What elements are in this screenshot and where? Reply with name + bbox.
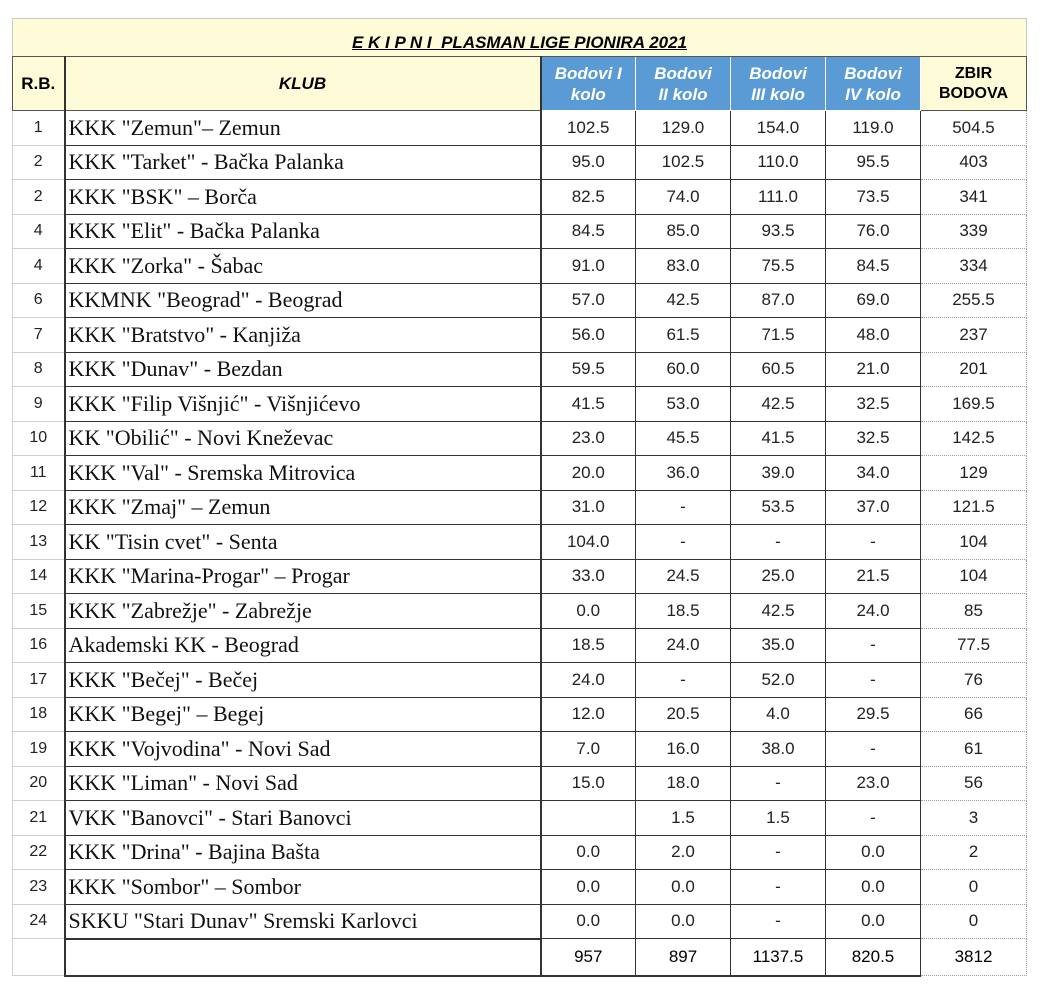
- table-row: [13, 594, 1027, 629]
- cell-round-1: 20.0: [541, 456, 636, 491]
- cell-round-1: 104.0: [541, 525, 636, 560]
- header-total-line2: BODOVA: [938, 84, 1009, 102]
- cell-club: KK "Obilić" - Novi Kneževac: [65, 421, 541, 456]
- cell-round-2: 45.5: [636, 421, 731, 456]
- cell-round-1: 95.0: [541, 145, 636, 180]
- cell-rank: 2: [13, 180, 65, 215]
- cell-round-4: 73.5: [826, 180, 921, 215]
- cell-round-3: -: [731, 835, 826, 870]
- header-total-line1: ZBIR: [954, 64, 993, 82]
- cell-round-3: 87.0: [731, 283, 826, 318]
- cell-rank: 8: [13, 352, 65, 387]
- cell-total: 76: [921, 663, 1027, 698]
- cell-round-4: 69.0: [826, 283, 921, 318]
- cell-round-1: 12.0: [541, 697, 636, 732]
- header-round-1-line2: kolo: [570, 84, 606, 104]
- cell-round-1: 102.5: [541, 111, 636, 146]
- header-round-1: [541, 57, 636, 111]
- cell-round-3: -: [731, 766, 826, 801]
- cell-total: 334: [921, 249, 1027, 284]
- cell-round-3: 39.0: [731, 456, 826, 491]
- table-row: [13, 214, 1027, 249]
- header-round-2: [636, 57, 731, 111]
- cell-rank: 7: [13, 318, 65, 353]
- cell-rank: 19: [13, 732, 65, 767]
- cell-club: KKK "Zmaj" – Zemun: [65, 490, 541, 525]
- cell-total: 0: [921, 870, 1027, 905]
- cell-round-2: 83.0: [636, 249, 731, 284]
- cell-total: 121.5: [921, 490, 1027, 525]
- cell-round-1: 24.0: [541, 663, 636, 698]
- cell-club: KKK "Bratstvo" - Kanjiža: [65, 318, 541, 353]
- cell-club: SKKU "Stari Dunav" Sremski Karlovci: [65, 904, 541, 939]
- cell-round-2: 53.0: [636, 387, 731, 422]
- cell-round-4: 48.0: [826, 318, 921, 353]
- header-round-3: [731, 57, 826, 111]
- table-row: [13, 801, 1027, 836]
- cell-round-4: -: [826, 732, 921, 767]
- cell-round-1: 18.5: [541, 628, 636, 663]
- cell-rank: 4: [13, 214, 65, 249]
- table-row: [13, 904, 1027, 939]
- cell-rank: 4: [13, 249, 65, 284]
- standings-table: [12, 18, 1027, 977]
- cell-round-2: 60.0: [636, 352, 731, 387]
- cell-round-3: 154.0: [731, 111, 826, 146]
- cell-rank: 20: [13, 766, 65, 801]
- total-round-2: 897: [636, 939, 731, 976]
- header-round-2-line2: II kolo: [658, 84, 708, 104]
- cell-total: 201: [921, 352, 1027, 387]
- table-row: [13, 490, 1027, 525]
- cell-round-1: 0.0: [541, 594, 636, 629]
- cell-club: KKMNK "Beograd" - Beograd: [65, 283, 541, 318]
- table-row: [13, 111, 1027, 146]
- cell-rank: 10: [13, 421, 65, 456]
- cell-round-1: 82.5: [541, 180, 636, 215]
- table-row: [13, 697, 1027, 732]
- cell-rank: 16: [13, 628, 65, 663]
- total-round-3: 1137.5: [731, 939, 826, 976]
- cell-club: KKK "Marina-Progar" – Progar: [65, 559, 541, 594]
- cell-round-2: 0.0: [636, 904, 731, 939]
- cell-club: KKK "Zemun"– Zemun: [65, 111, 541, 146]
- cell-round-4: 24.0: [826, 594, 921, 629]
- cell-round-3: 4.0: [731, 697, 826, 732]
- table-row: [13, 145, 1027, 180]
- header-rank: R.B.: [13, 57, 65, 111]
- table-row: [13, 732, 1027, 767]
- cell-round-4: -: [826, 663, 921, 698]
- totals-row: [13, 939, 1027, 976]
- cell-round-4: 21.5: [826, 559, 921, 594]
- cell-round-2: 61.5: [636, 318, 731, 353]
- cell-total: 403: [921, 145, 1027, 180]
- cell-rank: 15: [13, 594, 65, 629]
- header-round-3-line1: Bodovi: [749, 63, 807, 83]
- cell-round-4: 76.0: [826, 214, 921, 249]
- cell-round-3: -: [731, 904, 826, 939]
- table-row: [13, 766, 1027, 801]
- cell-round-4: 34.0: [826, 456, 921, 491]
- cell-round-3: 110.0: [731, 145, 826, 180]
- cell-round-3: 111.0: [731, 180, 826, 215]
- table-row: [13, 180, 1027, 215]
- cell-total: 56: [921, 766, 1027, 801]
- title-row: [13, 19, 1027, 57]
- cell-total: 85: [921, 594, 1027, 629]
- cell-rank: 1: [13, 111, 65, 146]
- cell-round-2: 74.0: [636, 180, 731, 215]
- cell-total: 339: [921, 214, 1027, 249]
- cell-rank: 2: [13, 145, 65, 180]
- cell-round-1: 56.0: [541, 318, 636, 353]
- cell-total: 3: [921, 801, 1027, 836]
- cell-club: KKK "Sombor" – Sombor: [65, 870, 541, 905]
- cell-round-4: 37.0: [826, 490, 921, 525]
- cell-rank: 23: [13, 870, 65, 905]
- cell-round-2: 85.0: [636, 214, 731, 249]
- cell-round-2: 102.5: [636, 145, 731, 180]
- cell-round-2: 1.5: [636, 801, 731, 836]
- cell-round-3: 71.5: [731, 318, 826, 353]
- cell-rank: 18: [13, 697, 65, 732]
- table-row: [13, 628, 1027, 663]
- cell-round-3: 35.0: [731, 628, 826, 663]
- cell-round-1: 84.5: [541, 214, 636, 249]
- cell-round-4: -: [826, 628, 921, 663]
- cell-rank: 6: [13, 283, 65, 318]
- header-round-4-line1: Bodovi: [844, 63, 902, 83]
- cell-total: 341: [921, 180, 1027, 215]
- cell-round-2: 24.0: [636, 628, 731, 663]
- table-row: [13, 870, 1027, 905]
- cell-round-2: 0.0: [636, 870, 731, 905]
- total-round-4: 820.5: [826, 939, 921, 976]
- cell-club: Akademski KK - Beograd: [65, 628, 541, 663]
- cell-rank: 13: [13, 525, 65, 560]
- cell-rank: 24: [13, 904, 65, 939]
- table-row: [13, 835, 1027, 870]
- table-row: [13, 559, 1027, 594]
- table-row: [13, 318, 1027, 353]
- cell-rank: 21: [13, 801, 65, 836]
- cell-total: 66: [921, 697, 1027, 732]
- totals-rank-blank: [13, 939, 65, 976]
- cell-round-4: 23.0: [826, 766, 921, 801]
- cell-club: KKK "Begej" – Begej: [65, 697, 541, 732]
- cell-rank: 11: [13, 456, 65, 491]
- cell-club: KKK "Drina" - Bajina Bašta: [65, 835, 541, 870]
- cell-rank: 9: [13, 387, 65, 422]
- cell-total: 104: [921, 559, 1027, 594]
- cell-round-2: 42.5: [636, 283, 731, 318]
- table-row: [13, 525, 1027, 560]
- header-club: KLUB: [65, 57, 541, 111]
- cell-rank: 12: [13, 490, 65, 525]
- cell-club: KKK "Zabrežje" - Zabrežje: [65, 594, 541, 629]
- header-round-4-line2: IV kolo: [845, 84, 901, 104]
- cell-club: KKK "Bečej" - Bečej: [65, 663, 541, 698]
- cell-round-4: 29.5: [826, 697, 921, 732]
- cell-rank: 22: [13, 835, 65, 870]
- cell-round-1: 7.0: [541, 732, 636, 767]
- cell-round-1: 57.0: [541, 283, 636, 318]
- cell-round-2: 16.0: [636, 732, 731, 767]
- cell-total: 0: [921, 904, 1027, 939]
- cell-total: 77.5: [921, 628, 1027, 663]
- table-row: [13, 456, 1027, 491]
- table-title: E K I P N I PLASMAN LIGE PIONIRA 2021: [13, 19, 1027, 57]
- cell-club: KKK "BSK" – Borča: [65, 180, 541, 215]
- cell-club: VKK "Banovci" - Stari Banovci: [65, 801, 541, 836]
- cell-round-4: 119.0: [826, 111, 921, 146]
- cell-round-4: 0.0: [826, 870, 921, 905]
- cell-round-3: 41.5: [731, 421, 826, 456]
- cell-round-2: -: [636, 490, 731, 525]
- cell-round-3: 53.5: [731, 490, 826, 525]
- cell-total: 504.5: [921, 111, 1027, 146]
- cell-round-2: 20.5: [636, 697, 731, 732]
- cell-round-3: -: [731, 870, 826, 905]
- cell-round-3: 42.5: [731, 387, 826, 422]
- cell-club: KKK "Filip Višnjić" - Višnjićevo: [65, 387, 541, 422]
- cell-club: KKK "Tarket" - Bačka Palanka: [65, 145, 541, 180]
- cell-round-2: -: [636, 525, 731, 560]
- cell-rank: 14: [13, 559, 65, 594]
- cell-club: KKK "Liman" - Novi Sad: [65, 766, 541, 801]
- cell-round-2: 24.5: [636, 559, 731, 594]
- cell-round-3: 38.0: [731, 732, 826, 767]
- cell-round-1: 91.0: [541, 249, 636, 284]
- cell-round-1: 0.0: [541, 835, 636, 870]
- cell-round-4: 95.5: [826, 145, 921, 180]
- grand-total: 3812: [921, 939, 1027, 976]
- cell-club: KKK "Vojvodina" - Novi Sad: [65, 732, 541, 767]
- cell-club: KKK "Zorka" - Šabac: [65, 249, 541, 284]
- cell-round-2: 18.0: [636, 766, 731, 801]
- table-row: [13, 249, 1027, 284]
- total-round-1: 957: [541, 939, 636, 976]
- cell-round-3: 60.5: [731, 352, 826, 387]
- table-row: [13, 421, 1027, 456]
- cell-round-3: 1.5: [731, 801, 826, 836]
- cell-round-1: 0.0: [541, 904, 636, 939]
- cell-round-2: 18.5: [636, 594, 731, 629]
- header-round-3-line2: III kolo: [751, 84, 805, 104]
- cell-round-3: 42.5: [731, 594, 826, 629]
- cell-rank: 17: [13, 663, 65, 698]
- cell-round-1: 59.5: [541, 352, 636, 387]
- header-round-4: [826, 57, 921, 111]
- cell-round-3: 75.5: [731, 249, 826, 284]
- cell-round-3: 93.5: [731, 214, 826, 249]
- cell-round-4: 0.0: [826, 904, 921, 939]
- cell-round-2: -: [636, 663, 731, 698]
- cell-total: 169.5: [921, 387, 1027, 422]
- cell-round-3: 52.0: [731, 663, 826, 698]
- cell-total: 129: [921, 456, 1027, 491]
- cell-round-4: 32.5: [826, 387, 921, 422]
- cell-round-4: 0.0: [826, 835, 921, 870]
- cell-total: 142.5: [921, 421, 1027, 456]
- cell-round-1: 23.0: [541, 421, 636, 456]
- table-row: [13, 663, 1027, 698]
- cell-round-1: [541, 801, 636, 836]
- cell-round-1: 31.0: [541, 490, 636, 525]
- table-row: [13, 352, 1027, 387]
- cell-total: 61: [921, 732, 1027, 767]
- header-total: [921, 57, 1027, 111]
- cell-round-1: 33.0: [541, 559, 636, 594]
- cell-total: 255.5: [921, 283, 1027, 318]
- header-round-2-line1: Bodovi: [654, 63, 712, 83]
- table-row: [13, 283, 1027, 318]
- cell-round-2: 129.0: [636, 111, 731, 146]
- cell-round-2: 36.0: [636, 456, 731, 491]
- cell-club: KK "Tisin cvet" - Senta: [65, 525, 541, 560]
- cell-total: 237: [921, 318, 1027, 353]
- cell-round-1: 0.0: [541, 870, 636, 905]
- cell-total: 2: [921, 835, 1027, 870]
- cell-club: KKK "Val" - Sremska Mitrovica: [65, 456, 541, 491]
- cell-round-1: 15.0: [541, 766, 636, 801]
- cell-round-3: 25.0: [731, 559, 826, 594]
- cell-round-4: -: [826, 801, 921, 836]
- cell-round-4: 32.5: [826, 421, 921, 456]
- cell-round-2: 2.0: [636, 835, 731, 870]
- cell-round-4: 84.5: [826, 249, 921, 284]
- cell-club: KKK "Elit" - Bačka Palanka: [65, 214, 541, 249]
- totals-club-blank: [65, 939, 541, 976]
- cell-total: 104: [921, 525, 1027, 560]
- header-round-1-line1: Bodovi I: [554, 63, 622, 83]
- cell-club: KKK "Dunav" - Bezdan: [65, 352, 541, 387]
- cell-round-1: 41.5: [541, 387, 636, 422]
- cell-round-4: 21.0: [826, 352, 921, 387]
- cell-round-4: -: [826, 525, 921, 560]
- table-row: [13, 387, 1027, 422]
- cell-round-3: -: [731, 525, 826, 560]
- header-row: [13, 57, 1027, 111]
